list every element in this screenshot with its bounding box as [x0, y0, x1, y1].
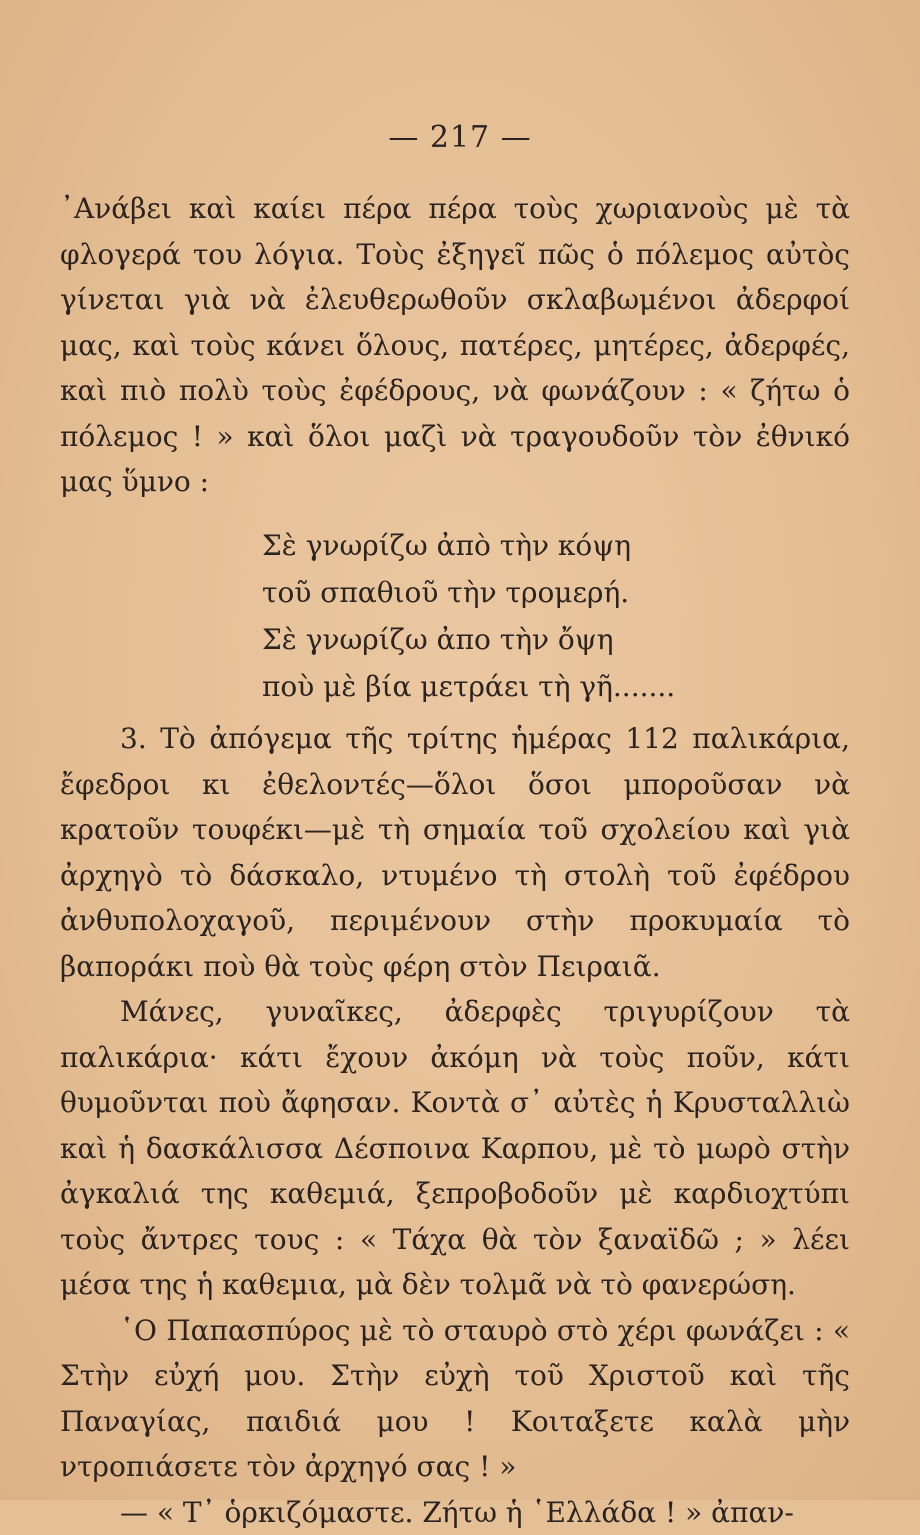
text-block-bottom [60, 716, 850, 1535]
verse-line-4: ποὺ μὲ βία μετράει τὴ γῆ....... [262, 663, 782, 710]
verse-line-3: Σὲ γνωρίζω ἀπο τὴν ὄψη [262, 616, 782, 663]
paragraph-5: — « Τ᾿ ὁρκιζόμαστε. Ζήτω ἡ ῾Ελλάδα ! » ἀπαν- [60, 1490, 850, 1535]
paragraph-2: 3. Τὸ ἀπόγεμα τῆς τρίτης ἡμέρας 112 παλικάρια, ἔφεδροι κι ἐθελοντές—ὅλοι ὅσοι μποροῦσαν νὰ κρατοῦν τουφέκι—μὲ τὴ σημαία τοῦ σχολείου καὶ γιὰ ἀρχηγὸ τὸ δάσκαλο, ντυμένο τὴ στολὴ τοῦ ἐφέδρου ἀνθυπολοχαγοῦ, περιμένουν στὴν προκυμαία τὸ βαποράκι ποὺ θὰ τοὺς φέρη στὸν Πειραιᾶ. [60, 716, 850, 989]
page-number: — 217 — [0, 120, 920, 155]
verse-line-1: Σὲ γνωρίζω ἀπὸ τὴν κόψη [262, 522, 782, 569]
verse-line-2: τοῦ σπαθιοῦ τὴν τρομερή. [262, 569, 782, 616]
anthem-verse [262, 522, 782, 710]
text-block-top [60, 186, 850, 505]
paragraph-1: ᾿Ανάβει καὶ καίει πέρα πέρα τοὺς χωριανοὺς μὲ τὰ φλογερά του λόγια. Τοὺς ἐξηγεῖ πῶς ὁ πόλεμος αὐτὸς γίνεται γιὰ νὰ ἐλευθερωθοῦν σκλαβωμένοι ἀδερφοί μας, καὶ τοὺς κάνει ὅλους, πατέρες, μητέρες, ἀδερφές, καὶ πιὸ πολὺ τοὺς ἐφέδρους, νὰ φωνάζουν : « ζήτω ὁ πόλεμος ! » καὶ ὅλοι μαζὶ νὰ τραγουδοῦν τὸν ἐθνικό μας ὕμνο : [60, 186, 850, 505]
paragraph-4: ῾Ο Παπασπύρος μὲ τὸ σταυρὸ στὸ χέρι φωνάζει : « Στὴν εὐχή μου. Στὴν εὐχὴ τοῦ Χριστοῦ καὶ τῆς Παναγίας, παιδιά μου ! Κοιταξετε καλὰ μὴν ντροπιάσετε τὸν ἀρχηγό σας ! » [60, 1308, 850, 1490]
paragraph-3: Μάνες, γυναῖκες, ἀδερφὲς τριγυρίζουν τὰ παλικάρια· κάτι ἔχουν ἀκόμη νὰ τοὺς ποῦν, κάτι θυμοῦνται ποὺ ἄφησαν. Κοντὰ σ᾿ αὐτὲς ἡ Κρυσταλλιὼ καὶ ἡ δασκάλισσα Δέσποινα Καρπου, μὲ τὸ μωρὸ στὴν ἀγκαλιά της καθεμιά, ξεπροβοδοῦν μὲ καρδιοχτύπι τοὺς ἄντρες τους : « Τάχα θὰ τὸν ξαναϊδῶ ; » λέει μέσα της ἡ καθεμια, μὰ δὲν τολμᾶ νὰ τὸ φανερώση. [60, 989, 850, 1308]
